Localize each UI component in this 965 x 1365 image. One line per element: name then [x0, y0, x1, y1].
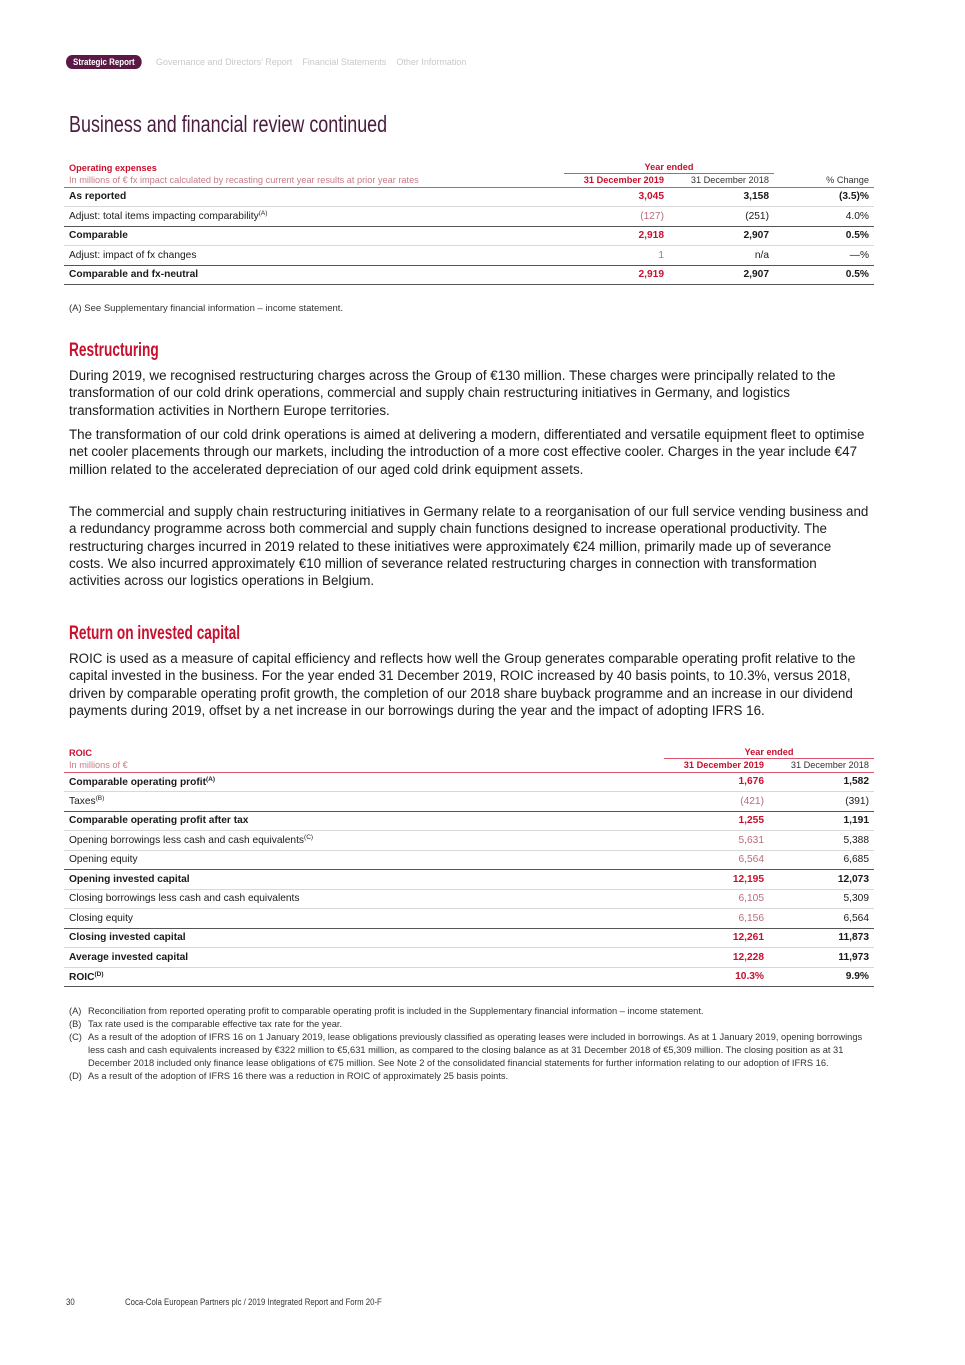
table-row [64, 265, 874, 285]
row-label: Closing equity [64, 909, 664, 929]
row-label: Adjust: total items impacting comparability$^{(A)}$ [64, 207, 564, 227]
footer-text: Coca-Cola European Partners plc / 2019 Integrated Report and Form 20-F [125, 1297, 382, 1308]
footnote-a: (A) Reconciliation from reported operating profit to comparable operating profit is included in the Supplementary financial information – income statement. [69, 1006, 704, 1016]
table-row [64, 870, 874, 890]
col-header-2019: 31 December 2019 [664, 758, 769, 772]
table-row [64, 831, 874, 851]
value-2018: n/a [669, 246, 774, 266]
value-2019: 3,045 [564, 187, 669, 207]
row-label: Comparable operating profit after tax [64, 811, 664, 831]
roic-table [64, 746, 874, 987]
value-2018: 6,564 [769, 909, 874, 929]
value-2019: 10.3% [664, 967, 769, 987]
col-header-2019: 31 December 2019 [564, 173, 669, 187]
value-2019: 12,195 [664, 870, 769, 890]
value-2019: 12,261 [664, 928, 769, 948]
col-header-2018: 31 December 2018 [669, 173, 774, 187]
table-row [64, 889, 874, 909]
value-change: 0.5% [774, 265, 874, 285]
value-2019: 1 [564, 246, 669, 266]
operating-expenses-table [64, 161, 874, 285]
section-nav [66, 54, 466, 70]
row-label: Comparable operating profit$^{(A)}$ [64, 772, 664, 792]
value-change: 0.5% [774, 226, 874, 246]
value-2018: 9.9% [769, 967, 874, 987]
table-row [64, 811, 874, 831]
footnote-d: (D) As a result of the adoption of IFRS 16 there was a reduction in ROIC of approximately 25 basis points. [69, 1070, 509, 1081]
row-label: Closing borrowings less cash and cash equivalents [64, 889, 664, 909]
page-title: Business and financial review continued [69, 111, 388, 137]
table-row [64, 850, 874, 870]
value-change: —% [774, 246, 874, 266]
value-2019: 2,918 [564, 226, 669, 246]
roic-heading: Return on invested capital [69, 623, 241, 644]
value-2018: 2,907 [669, 226, 774, 246]
table-row [64, 948, 874, 968]
row-label: Taxes$^{(B)}$ [64, 792, 664, 812]
nav-other-information[interactable]: Other Information [396, 57, 467, 67]
row-label: Average invested capital [64, 948, 664, 968]
year-ended-label: Year ended [664, 746, 874, 758]
value-2019: 12,228 [664, 948, 769, 968]
nav-strategic-report[interactable]: Strategic Report [66, 55, 142, 69]
row-label: Comparable [64, 226, 564, 246]
col-header-2018: 31 December 2018 [769, 758, 874, 772]
restructuring-paragraph-1: During 2019, we recognised restructuring charges across the Group of €130 million. These charges were principally related to the transformation of our cold drink operations, commercial and supply chain restructuring initiatives in Germany, and logistics transformation activities in Northern Europe territories. [69, 368, 836, 418]
table-row [64, 928, 874, 948]
restructuring-paragraph-2: The transformation of our cold drink operations is aimed at delivering a modern, differentiated and versatile equipment fleet to optimise net cooler placements through our markets, including the introduction of a more cost effective cooler. Charges in the year include €47 million related to the accelerated depreciation of our aged cold drink equipment assets. [69, 427, 865, 477]
page-footer [66, 1297, 382, 1308]
value-2018: 11,873 [769, 928, 874, 948]
table-subtitle: In millions of € fx impact calculated by recasting current year results at prior year rates [64, 173, 564, 187]
value-2019: 2,919 [564, 265, 669, 285]
value-2018: (251) [669, 207, 774, 227]
value-2018: 5,388 [769, 831, 874, 851]
value-2019: 1,676 [664, 772, 769, 792]
roic-footnotes [69, 1005, 879, 1082]
col-header-change: % Change [774, 173, 874, 187]
table-row [64, 226, 874, 246]
footnote-c: (C) As a result of the adoption of IFRS 16 on 1 January 2019, lease obligations previously classified as operating leases were included in borrowings. As at 1 January 2019, opening borrowings less cash and cash equivalents increased by €322 million to €5,631 million, as compared to the closing balance as at 31 December 2018 of €5,309 million. The closing position as at 31 December 2018 included only finance lease obligations of €75 million. See Note 2 of the consolidated financial statements for further information relating to our adoption of IFRS 16. [69, 1031, 863, 1068]
table-row [64, 207, 874, 227]
nav-governance[interactable]: Governance and Directors' Report [156, 57, 293, 67]
value-2019: 6,564 [664, 850, 769, 870]
value-2019: 6,105 [664, 889, 769, 909]
value-2018: 3,158 [669, 187, 774, 207]
roic-paragraph: ROIC is used as a measure of capital efficiency and reflects how well the Group generates comparable operating profit relative to the capital invested in the business. For the year ended 31 December 2019, ROIC increased by 40 basis points, to 10.3%, versus 2018, driven by comparable operating profit growth, the completion of our 2018 share buyback programme and an increase in our dividend payments during 2019, offset by a net increase in our borrowings during the year and the impact of adopting IFRS 16. [69, 651, 856, 718]
table-title: ROIC [69, 748, 92, 758]
row-label: Opening borrowings less cash and cash equivalents$^{(C)}$ [64, 831, 664, 851]
value-2019: 6,156 [664, 909, 769, 929]
table-row [64, 792, 874, 812]
opex-footnote: (A) See Supplementary financial information – income statement. [69, 303, 344, 314]
table-row [64, 187, 874, 207]
table-title: Operating expenses [69, 163, 157, 173]
row-label: As reported [64, 187, 564, 207]
table-row [64, 909, 874, 929]
page-number: 30 [66, 1297, 75, 1308]
table-row [64, 246, 874, 266]
table-subtitle: In millions of € [64, 758, 664, 772]
value-2018: 12,073 [769, 870, 874, 890]
row-label: Comparable and fx-neutral [64, 265, 564, 285]
year-ended-label: Year ended [564, 161, 774, 173]
value-2018: 1,191 [769, 811, 874, 831]
value-2019: (421) [664, 792, 769, 812]
restructuring-paragraph-3: The commercial and supply chain restructuring initiatives in Germany relate to a reorganisation of our full service vending business and a redundancy programme across both commercial and supply chain functions designed to increase operational productivity. The restructuring charges incurred in 2019 related to these initiatives were approximately €24 million, primarily made up of severance costs. We also incurred approximately €10 million of severance related restructuring charges in connection with transformation activities across our logistics operations in Belgium. [69, 504, 869, 589]
value-change: 4.0% [774, 207, 874, 227]
value-2018: 11,973 [769, 948, 874, 968]
value-change: (3.5)% [774, 187, 874, 207]
restructuring-heading: Restructuring [69, 340, 159, 361]
value-2019: 5,631 [664, 831, 769, 851]
row-label: Adjust: impact of fx changes [64, 246, 564, 266]
value-2018: (391) [769, 792, 874, 812]
table-row [64, 772, 874, 792]
value-2019: 1,255 [664, 811, 769, 831]
footnote-b: (B) Tax rate used is the comparable effective tax rate for the year. [69, 1018, 343, 1029]
row-label: Opening invested capital [64, 870, 664, 890]
value-2019: (127) [564, 207, 669, 227]
value-2018: 6,685 [769, 850, 874, 870]
value-2018: 5,309 [769, 889, 874, 909]
row-label: Opening equity [64, 850, 664, 870]
row-label: $ROIC^{(D)}$ [64, 967, 664, 987]
value-2018: 1,582 [769, 772, 874, 792]
nav-financial-statements[interactable]: Financial Statements [302, 57, 387, 67]
table-row [64, 967, 874, 987]
row-label: Closing invested capital [64, 928, 664, 948]
value-2018: 2,907 [669, 265, 774, 285]
